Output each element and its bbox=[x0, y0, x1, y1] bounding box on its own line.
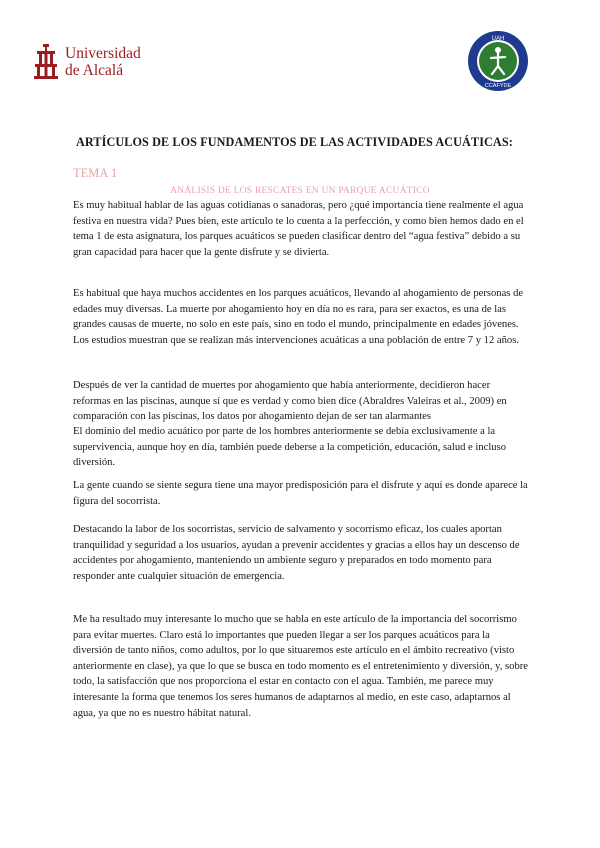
paragraph-1: Es muy habitual hablar de las aguas cotidianas o sanadoras, pero ¿qué importancia tiene realmente el agua festiva en nuestra vida? Pues bien, este artículo te lo cuenta a la perfección, y como bien hemos dado en el tema 1 de esta asignatura, los parques acuáticos se pueden clasificar dentro del “agua festiva” debido a su gran capacidad para hacer que la gente disfrute y se divierta. bbox=[73, 200, 524, 258]
university-name-line1: Universidad bbox=[65, 45, 141, 62]
paragraph-3: Después de ver la cantidad de muertes por ahogamiento que había anteriormente, decidieron hacer reformas en las piscinas, aunque sí que es verdad y como bien dice (Abraldres Valeiras et al., 2009) en comparación con las piscinas, los datos por ahogamiento dejan de ser tan alarmantes bbox=[73, 380, 507, 423]
faculty-seal-icon bbox=[467, 30, 529, 92]
document-title: ARTÍCULOS DE LOS FUNDAMENTOS DE LAS ACTIVIDADES ACUÁTICAS: bbox=[76, 135, 513, 149]
paragraph-6: Destacando la labor de los socorristas, servicio de salvamento y socorrismo eficaz, los cuales aportan tranquilidad y seguridad a los usuarios, ayudan a prevenir accidentes y gracias a ellos hay un descenso de accidentes por ahogamiento, manteniendo un ambiente seguro y preparados en todo momento para responder ante cualquier situación de emergencia. bbox=[73, 524, 520, 582]
university-name-line2: de Alcalá bbox=[65, 62, 124, 79]
article-subtitle: ANÁLISIS DE LOS RESCATES EN UN PARQUE ACUÁTICO bbox=[170, 186, 430, 196]
university-crest-icon bbox=[33, 43, 59, 81]
university-name bbox=[65, 45, 141, 79]
seal-top-text: UAH bbox=[491, 36, 505, 42]
paragraph-5: La gente cuando se siente segura tiene una mayor predisposición para el disfrute y aquí es donde aparece la figura del socorrista. bbox=[73, 480, 528, 507]
tema-label: TEMA 1 bbox=[73, 166, 118, 180]
paragraph-7: Me ha resultado muy interesante lo mucho que se habla en este artículo de la importancia del socorrismo para evitar muertes. Claro está lo importantes que pueden llegar a ser los parques acuáticos para la diversión de tanto niños, como adultos, por lo que situaremos este artículo en el ámbito recreativo (visto anteriormente en clase), ya que lo que se busca en todo momento es el entretenimiento y diversión, y, sobre todo, la satisfacción que nos proporciona el estar en contacto con el agua. También, me parece muy interesante la forma que tenemos los seres humanos de adaptarnos al medio, en este caso, adaptarnos al agua, ya que no es nuestro hábitat natural. bbox=[73, 614, 528, 719]
seal-bottom-text: CCAFYDE bbox=[484, 83, 512, 89]
paragraph-2: Es habitual que haya muchos accidentes en los parques acuáticos, llevando al ahogamiento de personas de edades muy diversas. La muerte por ahogamiento hoy en día no es rara, para ser exactos, es una de las grandes causas de muerte, no solo en este país, sino en todo el mundo, principalmente en edades jóvenes. Los estudios muestran que se realizan más intervenciones acuáticas a una población de entre 7 y 12 años. bbox=[73, 288, 524, 346]
paragraph-4: El dominio del medio acuático por parte de los hombres anteriormente se debía exclusivamente a la supervivencia, aunque hoy en día, también puede deberse a la competición, educación, salud e incluso diversión. bbox=[73, 426, 507, 469]
university-logo bbox=[33, 42, 141, 82]
